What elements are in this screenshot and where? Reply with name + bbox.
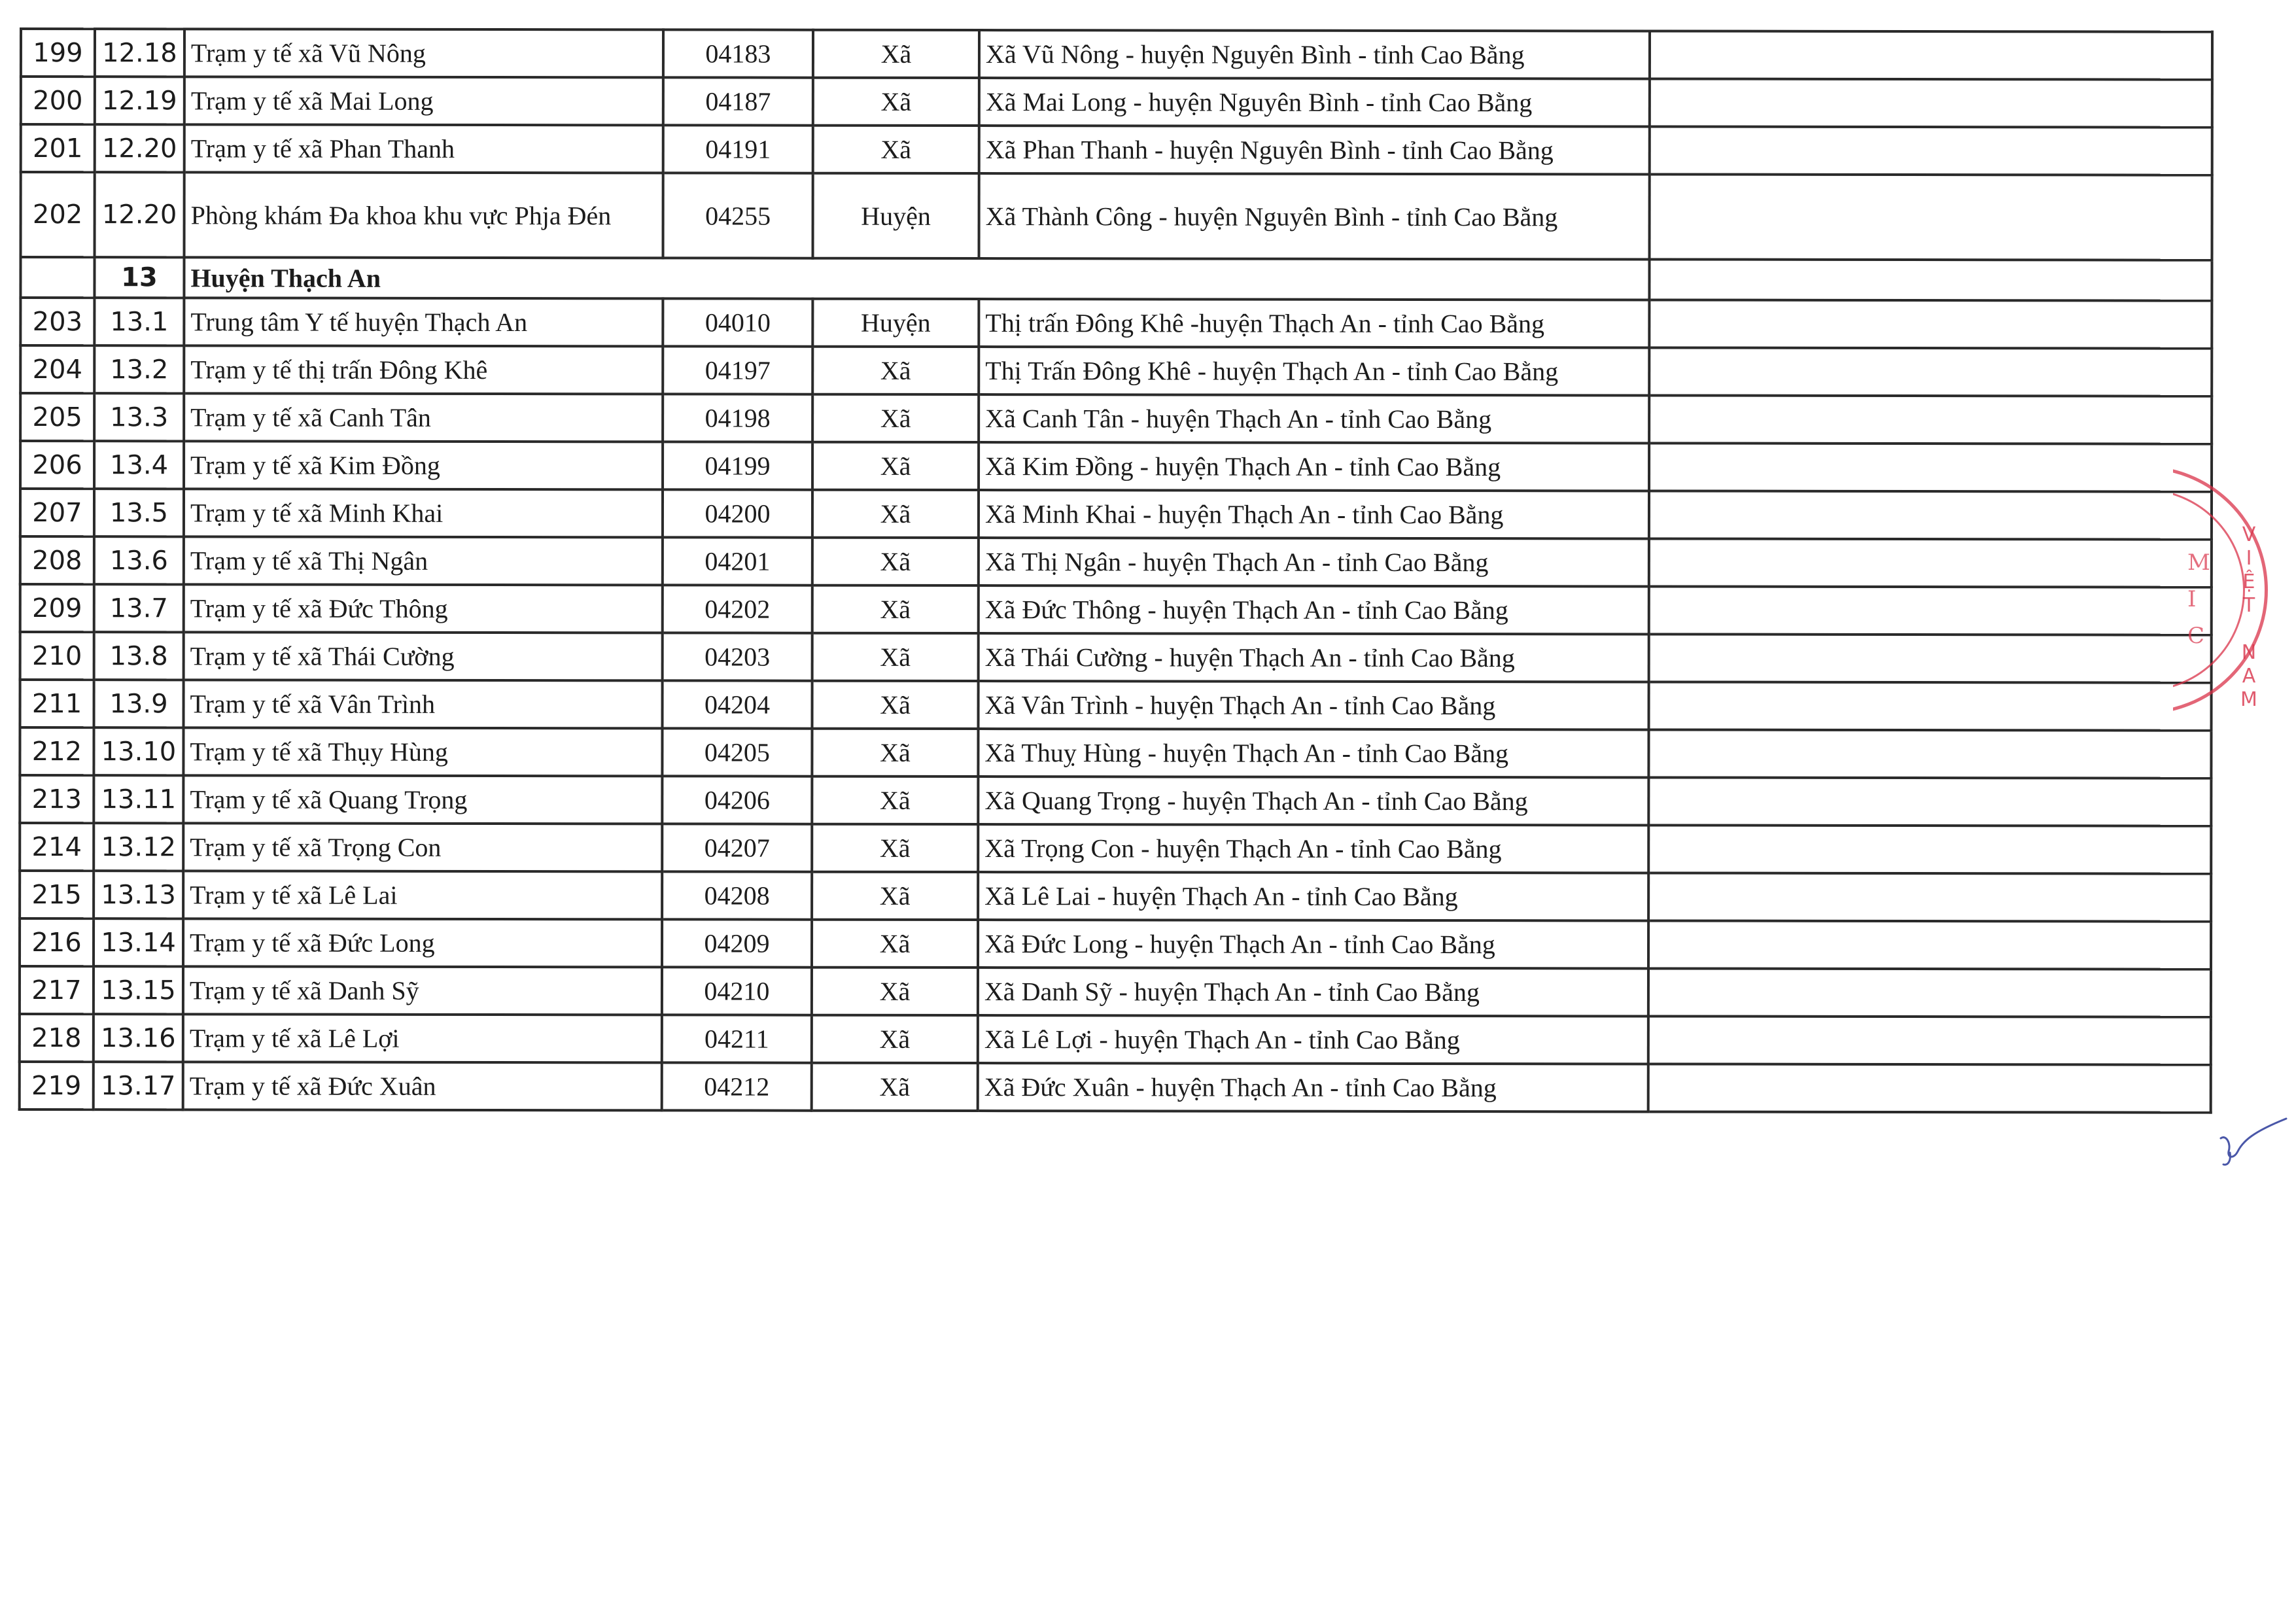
row-facility-name-cell: Trạm y tế xã Vũ Nông: [184, 29, 663, 77]
table-row: [20, 1014, 2211, 1065]
table-row: [20, 584, 2212, 635]
row-facility-name-cell: Trạm y tế xã Thái Cường: [184, 632, 663, 680]
row-facility-code-cell: 04255: [663, 173, 813, 258]
table-row: [20, 727, 2211, 778]
row-code-cell: 13.11: [94, 775, 183, 823]
row-facility-name-cell: Trung tâm Y tế huyện Thạch An: [184, 298, 663, 346]
table-row: [20, 393, 2212, 444]
row-code-cell: 12.18: [95, 29, 184, 77]
row-facility-name-cell: Phòng khám Đa khoa khu vực Phja Đén: [184, 172, 663, 258]
row-address-cell: Xã Quang Trọng - huyện Thạch An - tỉnh Cao Bằng: [978, 777, 1648, 825]
row-facility-code-cell: 04199: [663, 442, 812, 489]
row-code-cell: 13.9: [94, 680, 184, 727]
row-code-cell: 12.19: [95, 77, 184, 124]
handwritten-initial-signature: [2214, 1112, 2293, 1171]
row-facility-name-cell: Trạm y tế xã Thị Ngân: [184, 536, 663, 585]
row-level-cell: Xã: [812, 490, 979, 538]
row-address-cell: Xã Lê Lai - huyện Thạch An - tỉnh Cao Bằng: [978, 872, 1648, 920]
row-note-cell: [1648, 777, 2211, 826]
table-row: [20, 680, 2212, 731]
row-facility-name-cell: Trạm y tế xã Vân Trình: [184, 680, 663, 728]
row-level-cell: Xã: [812, 1063, 978, 1111]
row-facility-code-cell: 04211: [662, 1015, 812, 1062]
row-code-cell: 13.8: [94, 632, 184, 680]
row-level-cell: Xã: [812, 347, 979, 394]
row-stt-cell: 215: [20, 871, 94, 918]
row-note-cell: [1649, 491, 2212, 539]
row-note-cell: [1648, 873, 2211, 921]
row-code-cell: 13.12: [94, 823, 183, 871]
row-stt-cell: 213: [20, 775, 94, 823]
row-address-cell: Xã Đức Xuân - huyện Thạch An - tỉnh Cao Bằng: [978, 1063, 1648, 1111]
row-code-cell: 13.1: [94, 298, 184, 345]
table-row: [20, 489, 2212, 540]
row-address-cell: Xã Canh Tân - huyện Thạch An - tỉnh Cao Bằng: [979, 394, 1649, 443]
row-address-cell: Xã Thuỵ Hùng - huyện Thạch An - tỉnh Cao Bằng: [978, 729, 1648, 777]
row-code-cell: 13.16: [94, 1014, 183, 1062]
row-stt-cell: 210: [20, 632, 94, 680]
row-facility-name-cell: Trạm y tế thị trấn Đông Khê: [184, 345, 663, 394]
row-stt-cell: 207: [20, 489, 94, 536]
row-address-cell: Xã Thành Công - huyện Nguyên Bình - tỉnh Cao Bằng: [979, 173, 1650, 259]
row-level-cell: Xã: [812, 633, 979, 681]
table-row: [20, 298, 2212, 349]
table-row: [20, 823, 2211, 874]
row-facility-name-cell: Trạm y tế xã Lê Lợi: [183, 1014, 662, 1062]
row-note-cell: [1648, 968, 2211, 1017]
row-code-cell: 13.5: [94, 489, 184, 536]
row-facility-code-cell: 04212: [662, 1062, 812, 1110]
row-facility-code-cell: 04200: [663, 489, 812, 537]
row-stt-cell: 212: [20, 727, 94, 775]
row-note-cell: [1649, 586, 2212, 635]
table-row: [21, 77, 2212, 128]
row-stt-cell: 216: [20, 918, 94, 966]
row-code-cell: 13.10: [94, 727, 183, 775]
row-facility-code-cell: 04183: [663, 29, 813, 77]
row-address-cell: Xã Đức Thông - huyện Thạch An - tỉnh Cao Bằng: [979, 585, 1649, 634]
row-note-cell: [1650, 79, 2212, 127]
row-code-cell: 13.2: [94, 345, 184, 393]
row-level-cell: Huyện: [812, 299, 979, 347]
row-stt-cell: 199: [21, 29, 95, 77]
row-facility-code-cell: 04203: [663, 633, 812, 680]
row-level-cell: Xã: [813, 78, 979, 126]
row-facility-code-cell: 04010: [663, 298, 812, 346]
row-facility-code-cell: 04202: [663, 585, 812, 633]
row-level-cell: Xã: [813, 126, 979, 173]
row-stt-cell: 205: [20, 393, 94, 441]
section-note-cell: [1649, 259, 2212, 300]
row-note-cell: [1648, 1016, 2211, 1064]
row-facility-code-cell: 04198: [663, 394, 812, 442]
table-row: [21, 29, 2212, 80]
row-address-cell: Xã Mai Long - huyện Nguyên Bình - tỉnh Cao Bằng: [979, 78, 1650, 126]
row-address-cell: Xã Danh Sỹ - huyện Thạch An - tỉnh Cao Bằng: [978, 968, 1648, 1016]
row-level-cell: Huyện: [813, 173, 979, 258]
row-address-cell: Xã Vân Trình - huyện Thạch An - tỉnh Cao Bằng: [979, 681, 1649, 729]
row-note-cell: [1648, 1064, 2211, 1112]
row-address-cell: Thị trấn Đông Khê -huyện Thạch An - tỉnh Cao Bằng: [979, 299, 1649, 347]
row-stt-cell: 206: [20, 441, 94, 489]
row-address-cell: Xã Lê Lợi - huyện Thạch An - tỉnh Cao Bằng: [978, 1015, 1648, 1064]
row-note-cell: [1649, 347, 2212, 396]
row-code-cell: 13.17: [94, 1062, 183, 1109]
table-row: [20, 1062, 2211, 1113]
row-code-cell: 13.3: [94, 393, 184, 441]
row-level-cell: Xã: [812, 681, 979, 729]
row-code-cell: 13.7: [94, 584, 184, 632]
red-seal-stamp: [2173, 466, 2270, 721]
facility-table-wrap: [18, 27, 2214, 1114]
row-level-cell: Xã: [812, 538, 979, 585]
row-facility-code-cell: 04207: [662, 824, 812, 871]
row-facility-name-cell: Trạm y tế xã Mai Long: [184, 77, 663, 125]
row-level-cell: Xã: [812, 872, 978, 920]
row-level-cell: Xã: [812, 1015, 978, 1063]
row-address-cell: Xã Thái Cường - huyện Thạch An - tỉnh Cao Bằng: [979, 633, 1649, 682]
row-code-cell: 13.14: [94, 918, 183, 966]
row-level-cell: Xã: [812, 585, 979, 633]
table-row: [20, 632, 2212, 683]
row-level-cell: Xã: [812, 968, 978, 1015]
table-row: [20, 345, 2212, 396]
section-code-cell: 13: [94, 257, 184, 298]
row-note-cell: [1650, 31, 2212, 79]
row-stt-cell: 214: [20, 823, 94, 871]
row-stt-cell: 202: [21, 172, 95, 257]
row-note-cell: [1648, 825, 2211, 873]
row-stt-cell: 203: [20, 298, 94, 345]
row-code-cell: 12.20: [95, 124, 184, 172]
row-code-cell: 13.15: [94, 966, 183, 1014]
row-address-cell: Xã Đức Long - huyện Thạch An - tỉnh Cao Bằng: [978, 920, 1648, 968]
row-facility-code-cell: 04197: [663, 346, 812, 394]
table-row: [21, 124, 2212, 175]
row-facility-name-cell: Trạm y tế xã Quang Trọng: [183, 775, 662, 824]
row-code-cell: 12.20: [95, 172, 184, 257]
row-code-cell: 13.6: [94, 536, 184, 584]
section-stt-cell: [20, 257, 94, 298]
table-row: [20, 441, 2212, 492]
row-note-cell: [1649, 395, 2212, 444]
row-note-cell: [1650, 126, 2212, 175]
row-level-cell: Xã: [812, 824, 978, 872]
row-facility-code-cell: 04205: [662, 728, 812, 776]
row-stt-cell: 201: [21, 124, 95, 172]
row-code-cell: 13.13: [94, 871, 183, 918]
table-row: [20, 536, 2212, 587]
row-facility-name-cell: Trạm y tế xã Đức Thông: [184, 584, 663, 633]
table-row: [20, 775, 2211, 826]
row-facility-code-cell: 04209: [662, 919, 812, 967]
row-note-cell: [1648, 729, 2211, 778]
row-level-cell: Xã: [812, 920, 978, 968]
row-level-cell: Xã: [812, 394, 979, 442]
row-level-cell: Xã: [812, 777, 978, 824]
facility-table: [18, 27, 2214, 1114]
row-facility-name-cell: Trạm y tế xã Đức Xuân: [183, 1062, 662, 1110]
facility-table-body: [20, 29, 2212, 1113]
row-facility-name-cell: Trạm y tế xã Thụy Hùng: [183, 727, 662, 776]
row-note-cell: [1649, 443, 2212, 491]
row-facility-name-cell: Trạm y tế xã Kim Đồng: [184, 441, 663, 489]
row-facility-name-cell: Trạm y tế xã Danh Sỹ: [183, 966, 662, 1015]
row-facility-name-cell: Trạm y tế xã Canh Tân: [184, 393, 663, 442]
row-stt-cell: 219: [20, 1062, 94, 1109]
section-district-name: Huyện Thạch An: [184, 257, 1649, 300]
row-stt-cell: 209: [20, 584, 94, 632]
row-address-cell: Xã Phan Thanh - huyện Nguyên Bình - tỉnh Cao Bằng: [979, 126, 1650, 174]
row-note-cell: [1650, 174, 2212, 260]
seal-outer-text: V I Ệ T N A M: [2240, 523, 2257, 711]
row-code-cell: 13.4: [94, 441, 184, 489]
row-facility-code-cell: 04206: [662, 776, 812, 824]
row-level-cell: Xã: [812, 729, 978, 777]
row-facility-code-cell: 04191: [663, 125, 813, 173]
row-facility-name-cell: Trạm y tế xã Minh Khai: [184, 489, 663, 537]
row-address-cell: Xã Kim Đồng - huyện Thạch An - tỉnh Cao Bằng: [979, 442, 1649, 491]
row-facility-name-cell: Trạm y tế xã Lê Lai: [183, 871, 662, 919]
row-facility-code-cell: 04210: [662, 967, 812, 1015]
table-row: [20, 966, 2211, 1017]
row-note-cell: [1649, 682, 2212, 730]
row-facility-code-cell: 04187: [663, 77, 813, 125]
row-facility-code-cell: 04201: [663, 537, 812, 585]
row-facility-name-cell: Trạm y tế xã Trọng Con: [183, 823, 662, 871]
row-note-cell: [1649, 538, 2212, 587]
row-level-cell: Xã: [813, 30, 979, 78]
row-facility-code-cell: 04208: [662, 871, 812, 919]
row-stt-cell: 217: [20, 966, 94, 1014]
section-header-row: [20, 257, 2212, 301]
row-facility-code-cell: 04204: [663, 680, 812, 728]
row-stt-cell: 218: [20, 1014, 94, 1062]
row-address-cell: Xã Minh Khai - huyện Thạch An - tỉnh Cao Bằng: [979, 490, 1649, 538]
row-address-cell: Xã Trọng Con - huyện Thạch An - tỉnh Cao Bằng: [978, 824, 1648, 873]
row-facility-name-cell: Trạm y tế xã Đức Long: [183, 918, 662, 967]
row-note-cell: [1648, 920, 2211, 969]
table-row: [20, 918, 2211, 969]
row-note-cell: [1649, 634, 2212, 682]
row-address-cell: Xã Thị Ngân - huyện Thạch An - tỉnh Cao Bằng: [979, 538, 1649, 586]
row-stt-cell: 200: [21, 77, 95, 124]
row-stt-cell: 208: [20, 536, 94, 584]
table-row: [20, 871, 2211, 922]
row-level-cell: Xã: [812, 442, 979, 490]
row-address-cell: Thị Trấn Đông Khê - huyện Thạch An - tỉnh Cao Bằng: [979, 347, 1649, 395]
row-stt-cell: 211: [20, 680, 94, 727]
row-note-cell: [1649, 300, 2212, 348]
row-address-cell: Xã Vũ Nông - huyện Nguyên Bình - tỉnh Cao Bằng: [979, 30, 1650, 79]
seal-inner-text: M I C: [2187, 550, 2210, 649]
row-stt-cell: 204: [20, 345, 94, 393]
table-row: [21, 172, 2212, 260]
row-facility-name-cell: Trạm y tế xã Phan Thanh: [184, 124, 663, 173]
